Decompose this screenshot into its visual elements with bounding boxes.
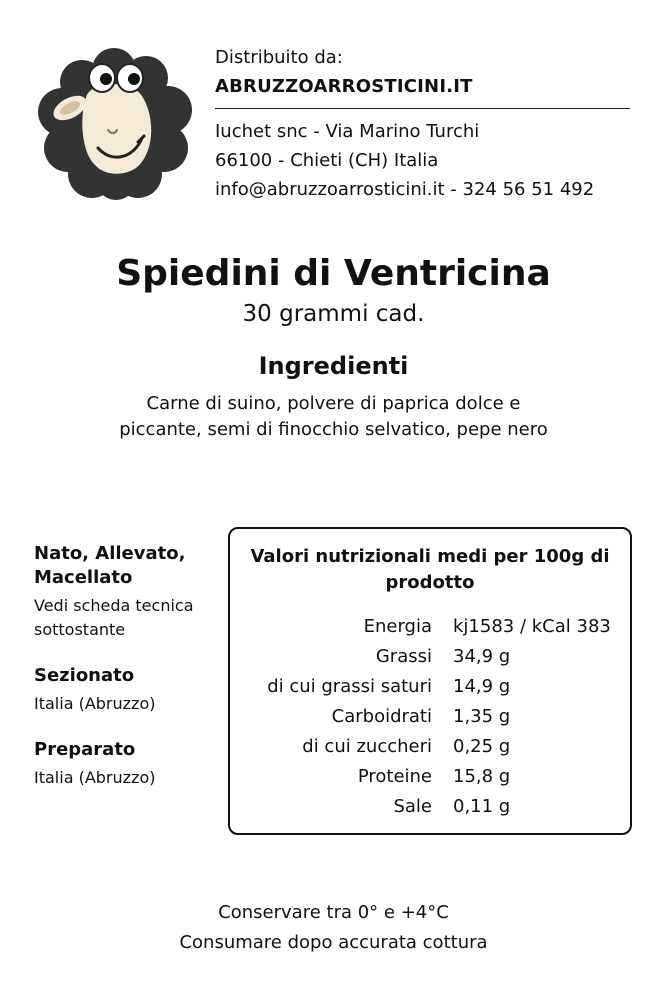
distributor-label: Distribuito da: — [215, 47, 343, 68]
nutrient-name: Proteine — [357, 765, 432, 787]
nutrient-name: Carboidrati — [331, 705, 432, 727]
origin-heading: Preparato — [34, 739, 136, 760]
origin-heading: Nato, Allevato, Macellato — [34, 543, 186, 588]
nutrient-name: Grassi — [375, 645, 432, 667]
nutrient-name: Sale — [393, 795, 432, 817]
nutrient-name: di cui zuccheri — [302, 735, 432, 757]
origin-cut — [34, 664, 224, 716]
sheep-mascot-icon — [34, 48, 200, 200]
distributor-city: 66100 - Chieti (CH) Italia — [215, 150, 439, 171]
nutrition-row — [230, 731, 630, 761]
product-name: Spiedini di Ventricina — [116, 253, 551, 294]
nutrient-value: 0,11 g — [453, 795, 511, 817]
nutrition-row — [230, 671, 630, 701]
distributor-brand: ABRUZZOARROSTICINI.IT — [215, 76, 473, 97]
nutrition-title: Valori nutrizionali medi per 100g di prodotto — [250, 546, 610, 593]
storage-instructions: Conservare tra 0° e +4°C — [218, 902, 449, 923]
nutrition-row — [230, 641, 630, 671]
nutrient-value: kj1583 / kCal 383 — [453, 615, 611, 637]
ingredients-heading: Ingredienti — [258, 352, 409, 380]
nutrient-value: 0,25 g — [453, 735, 511, 757]
nutrition-row — [230, 701, 630, 731]
nutrient-name: di cui grassi saturi — [267, 675, 432, 697]
distributor-contact: info@abruzzoarrosticini.it - 324 56 51 492 — [215, 179, 595, 200]
origin-value: Italia (Abruzzo) — [34, 694, 156, 713]
nutrition-row — [230, 791, 630, 821]
origin-heading: Sezionato — [34, 665, 135, 686]
distributor-divider — [215, 108, 630, 109]
distributor-company: Iuchet snc - Via Marino Turchi — [215, 121, 480, 142]
cooking-instructions: Consumare dopo accurata cottura — [179, 932, 488, 953]
distributor-info — [215, 46, 631, 204]
origin-value: Italia (Abruzzo) — [34, 768, 156, 787]
ingredients-text: Carne di suino, polvere di paprica dolce e piccante, semi di finocchio selvatico, pepe nero — [119, 393, 548, 440]
nutrient-value: 1,35 g — [453, 705, 511, 727]
origin-born-raised-slaughtered — [34, 542, 224, 642]
nutrition-facts-box — [228, 527, 632, 835]
origin-prepared — [34, 738, 224, 790]
nutrient-name: Energia — [363, 615, 432, 637]
origin-info — [34, 542, 224, 790]
nutrient-value: 34,9 g — [453, 645, 511, 667]
origin-value: Vedi scheda tecnica sottostante — [34, 596, 194, 639]
nutrition-table — [230, 611, 630, 821]
product-weight: 30 grammi cad. — [242, 301, 425, 327]
sheep-logo — [34, 48, 200, 200]
nutrition-row — [230, 611, 630, 641]
nutrient-value: 14,9 g — [453, 675, 511, 697]
nutrient-value: 15,8 g — [453, 765, 511, 787]
nutrition-row — [230, 761, 630, 791]
